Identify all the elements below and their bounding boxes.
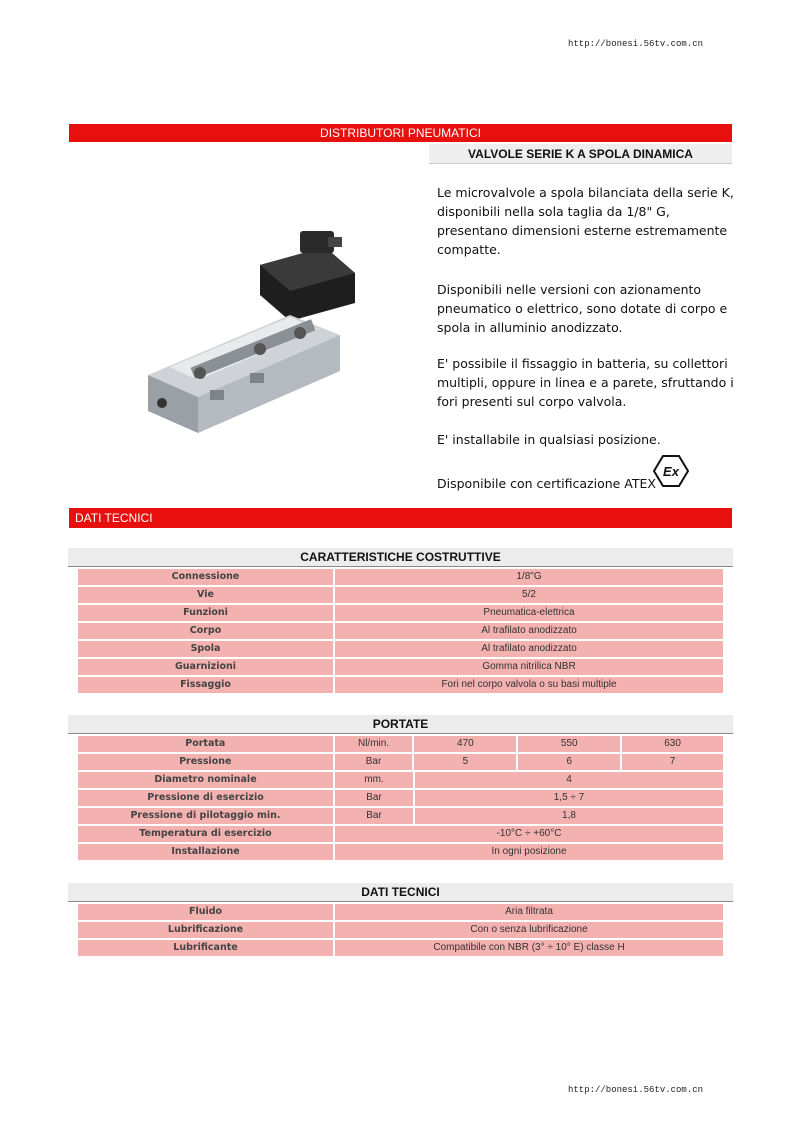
table-row [78,940,723,956]
description-paragraph: E' possibile il fissaggio in batteria, su collettori multipli, oppure in linea e a parete, sfruttando i fori presenti sul corpo valvola. [437,356,734,409]
row-label: Temperatura di esercizio [78,826,333,842]
description-paragraph: Disponibile con certificazione ATEX [437,476,656,491]
caratteristiche-table [78,548,723,693]
description-paragraph: Le microvalvole a spola bilanciata della serie K, disponibili nella sola taglia da 1/8" G, presentano dimensioni esterne estremamente compatte. [437,185,734,257]
description-paragraph: Disponibili nelle versioni con azionamento pneumatico o elettrico, sono dotate di corpo e spola in alluminio anodizzato. [437,282,728,335]
row-value: 6 [518,754,620,770]
row-value: Pneumatica-elettrica [335,605,723,621]
row-unit: mm. [335,772,413,788]
product-subtitle: VALVOLE SERIE K A SPOLA DINAMICA [429,144,732,164]
row-label: Lubrificazione [78,922,333,938]
row-value: Gomma nitrilica NBR [335,659,723,675]
table-title: DATI TECNICI [68,883,733,902]
row-value: 550 [518,736,620,752]
table-row [78,772,723,788]
row-value: Compatibile con NBR (3° ÷ 10° E) classe H [335,940,723,956]
row-label: Guarnizioni [78,659,333,675]
row-label: Vie [78,587,333,603]
page-title: DISTRIBUTORI PNEUMATICI [69,124,732,142]
source-url-top[interactable]: http://bonesi.56tv.com.cn [568,39,704,49]
row-unit: Nl/min. [335,736,413,752]
table-title: PORTATE [68,715,733,734]
row-label: Funzioni [78,605,333,621]
portate-table [78,715,723,860]
row-value: 4 [415,772,723,788]
table-title: CARATTERISTICHE COSTRUTTIVE [68,548,733,567]
atex-label: Ex [663,464,679,479]
row-value: 7 [622,754,723,770]
row-value: 1,8 [415,808,723,824]
row-value: 1,5 ÷ 7 [415,790,723,806]
row-value: 630 [622,736,723,752]
row-label: Pressione di esercizio [78,790,333,806]
row-label: Spola [78,641,333,657]
row-label: Portata [78,736,333,752]
row-label: Lubrificante [78,940,333,956]
dati-tecnici-table [78,883,723,956]
table-row [78,587,723,603]
table-row [78,790,723,806]
row-label: Fissaggio [78,677,333,693]
row-label: Installazione [78,844,333,860]
row-unit: Bar [335,790,413,806]
table-row [78,736,723,752]
row-unit: Bar [335,754,413,770]
atex-ex-icon [652,454,690,488]
table-row [78,808,723,824]
row-label: Pressione [78,754,333,770]
row-label: Diametro nominale [78,772,333,788]
row-unit: Bar [335,808,413,824]
table-row [78,677,723,693]
valve-product-image [140,225,390,440]
table-row [78,623,723,639]
row-value: Con o senza lubrificazione [335,922,723,938]
row-value: -10°C ÷ +60°C [335,826,723,842]
section-bar-dati-tecnici: DATI TECNICI [69,508,732,528]
row-value: Al trafilato anodizzato [335,623,723,639]
row-label: Corpo [78,623,333,639]
table-row [78,754,723,770]
source-url-bottom[interactable]: http://bonesi.56tv.com.cn [568,1085,704,1095]
row-value: 1/8"G [335,569,723,585]
row-value: 470 [414,736,516,752]
row-label: Fluido [78,904,333,920]
row-value: 5/2 [335,587,723,603]
row-value: Al trafilato anodizzato [335,641,723,657]
table-row [78,922,723,938]
row-value: Fori nel corpo valvola o su basi multiple [335,677,723,693]
table-row [78,641,723,657]
row-label: Pressione di pilotaggio min. [78,808,333,824]
row-value: In ogni posizione [335,844,723,860]
row-label: Connessione [78,569,333,585]
row-value: Aria filtrata [335,904,723,920]
description-paragraph: E' installabile in qualsiasi posizione. [437,432,661,447]
table-row [78,826,723,842]
table-row [78,659,723,675]
row-value: 5 [414,754,516,770]
table-row [78,844,723,860]
table-row [78,605,723,621]
table-row [78,569,723,585]
table-row [78,904,723,920]
